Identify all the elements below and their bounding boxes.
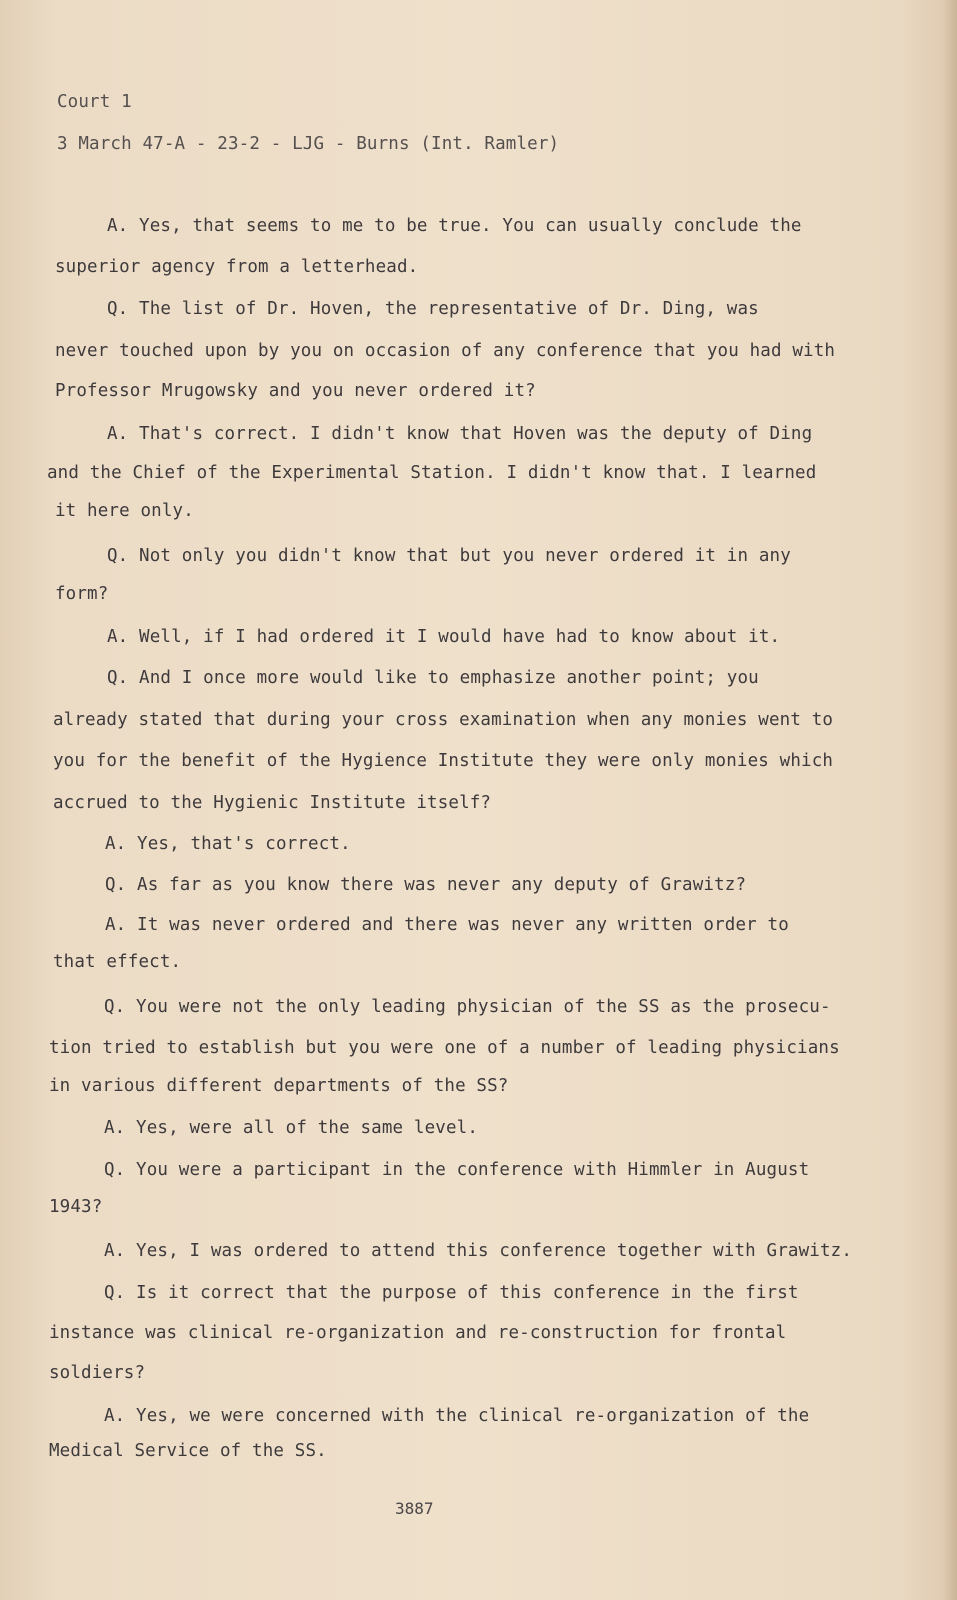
transcript-line: 1943? [49,1197,103,1217]
transcript-line: in various different departments of the SS? [49,1076,509,1096]
transcript-line: already stated that during your cross examination when any monies went to [53,710,834,730]
transcript-line: soldiers? [49,1363,146,1383]
transcript-line: A. Yes, that seems to me to be true. You can usually conclude the [107,216,802,236]
paper-edge-shadow [943,0,957,1600]
session-header: 3 March 47-A - 23-2 - LJG - Burns (Int. Ramler) [57,134,560,154]
transcript-line: Q. Is it correct that the purpose of this conference in the first [104,1283,799,1303]
court-header: Court 1 [57,92,132,112]
transcript-line: A. Yes, were all of the same level. [104,1118,479,1138]
transcript-line: A. Yes, I was ordered to attend this conference together with Grawitz. [104,1241,853,1261]
transcript-line: instance was clinical re-organization and re-construction for frontal [49,1323,787,1343]
transcript-line: and the Chief of the Experimental Station. I didn't know that. I learned [47,463,817,483]
transcript-line: Q. The list of Dr. Hoven, the representative of Dr. Ding, was [107,299,759,319]
transcript-line: Professor Mrugowsky and you never ordered it? [55,381,536,401]
transcript-line: accrued to the Hygienic Institute itself? [53,793,492,813]
transcript-line: Q. You were not the only leading physician of the SS as the prosecu- [104,997,831,1017]
transcript-line: tion tried to establish but you were one of a number of leading physicians [49,1038,840,1058]
transcript-line: superior agency from a letterhead. [55,257,419,277]
transcript-line: that effect. [53,952,182,972]
transcript-line: A. Yes, that's correct. [105,834,351,854]
transcript-line: it here only. [55,501,194,521]
transcript-line: A. It was never ordered and there was never any written order to [105,915,789,935]
transcript-line: never touched upon by you on occasion of any conference that you had with [55,341,836,361]
transcript-line: form? [55,584,109,604]
transcript-line: Medical Service of the SS. [49,1441,327,1461]
transcript-line: Q. Not only you didn't know that but you never ordered it in any [107,546,791,566]
transcript-line: A. That's correct. I didn't know that Hoven was the deputy of Ding [107,424,813,444]
page-number: 3887 [395,1499,434,1518]
transcript-line: you for the benefit of the Hygience Institute they were only monies which [53,751,834,771]
transcript-line: A. Well, if I had ordered it I would have had to know about it. [107,627,781,647]
transcript-line: Q. You were a participant in the conference with Himmler in August [104,1160,810,1180]
transcript-line: A. Yes, we were concerned with the clinical re-organization of the [104,1406,810,1426]
transcript-line: Q. And I once more would like to emphasize another point; you [107,668,759,688]
transcript-line: Q. As far as you know there was never any deputy of Grawitz? [105,875,747,895]
